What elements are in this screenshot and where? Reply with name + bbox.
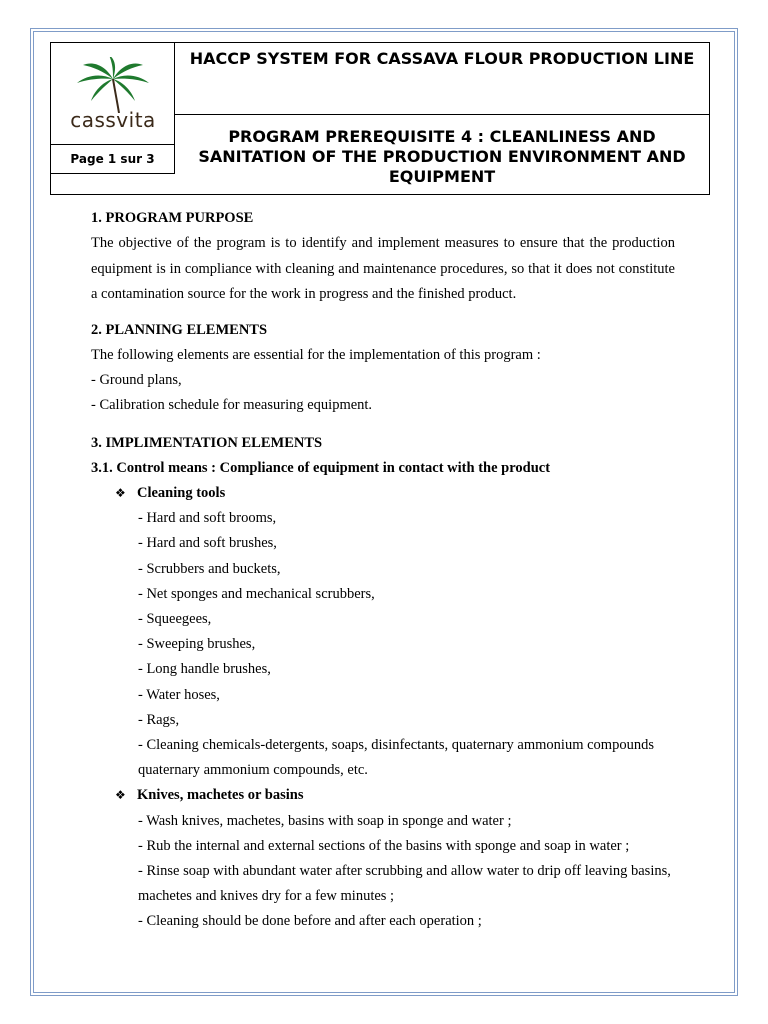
document-header	[50, 42, 710, 195]
group-title	[91, 783, 675, 808]
paragraph: The objective of the program is to identify and implement measures to ensure that the production equipment is in compliance with cleaning and maintenance procedures, so that it does not constitute a contamination source for the work in progress and the finished product.	[91, 235, 675, 303]
group-title-label: Cleaning tools	[137, 484, 226, 501]
list-item: - Sweeping brushes,	[138, 636, 256, 653]
paragraph: The following elements are essential for the implementation of this program :	[91, 346, 541, 363]
list-item: - Wash knives, machetes, basins with soap in sponge and water ;	[138, 812, 512, 829]
section-heading: 3. IMPLIMENTATION ELEMENTS	[91, 434, 323, 451]
diamond-bullet-icon: ❖	[115, 788, 126, 803]
list-item: - Calibration schedule for measuring equipment.	[91, 397, 373, 414]
logo-wordmark: cassvita	[70, 108, 156, 132]
list-item: - Hard and soft brushes,	[138, 535, 277, 552]
list-item: - Cleaning chemicals-detergents, soaps, disinfectants, quaternary ammonium compounds quaternary ammonium compounds, etc.	[138, 736, 654, 779]
list-item: - Rags,	[138, 711, 180, 728]
list-item: - Rinse soap with abundant water after scrubbing and allow water to drip off leaving basins, machetes and knives dry for a few minutes ;	[138, 862, 671, 905]
document-body	[91, 206, 675, 935]
list-item: - Ground plans,	[91, 372, 182, 389]
logo-cell	[51, 43, 175, 144]
list-item: - Net sponges and mechanical scrubbers,	[138, 585, 375, 602]
subsection-heading: 3.1. Control means : Compliance of equipment in contact with the product	[91, 459, 551, 476]
section-heading: 2. PLANNING ELEMENTS	[91, 321, 268, 338]
palm-tree-logo-icon	[65, 57, 161, 113]
group-title-label: Knives, machetes or basins	[137, 787, 304, 804]
group-title	[91, 481, 675, 506]
list-item: - Squeegees,	[138, 610, 212, 627]
list-item: - Cleaning should be done before and after each operation ;	[138, 913, 482, 930]
list-item: - Water hoses,	[138, 686, 220, 703]
list-item: - Scrubbers and buckets,	[138, 560, 281, 577]
document-title: HACCP SYSTEM FOR CASSAVA FLOUR PRODUCTION LINE	[175, 43, 709, 115]
page-number-label: Page 1 sur 3	[51, 144, 175, 174]
section-heading: 1. PROGRAM PURPOSE	[91, 210, 254, 226]
list-item: - Rub the internal and external sections of the basins with sponge and soap in water ;	[138, 837, 630, 854]
diamond-bullet-icon: ❖	[115, 485, 126, 500]
program-title: PROGRAM PREREQUISITE 4 : CLEANLINESS AND SANITATION OF THE PRODUCTION ENVIRONMENT AND EQUIPMENT	[198, 127, 686, 186]
list-item: - Hard and soft brooms,	[138, 510, 277, 527]
list-item: - Long handle brushes,	[138, 661, 271, 678]
